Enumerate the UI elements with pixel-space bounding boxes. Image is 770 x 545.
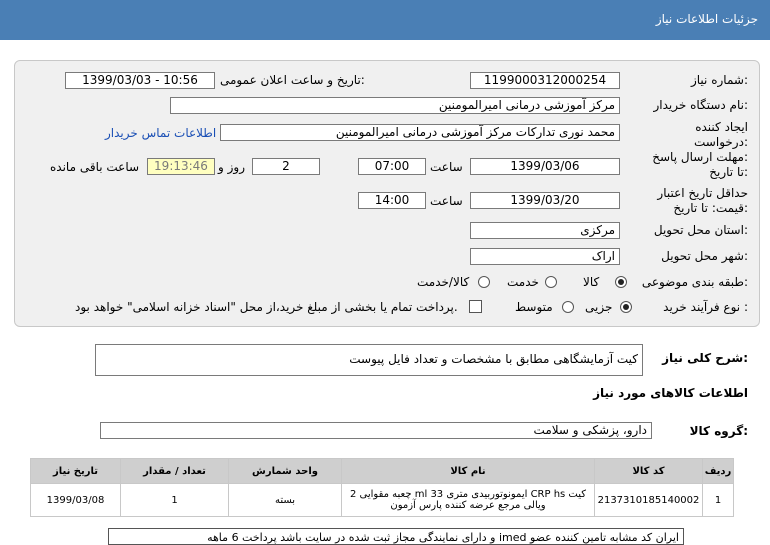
need-number-field: 1199000312000254 bbox=[470, 72, 620, 89]
buyer-contact-link[interactable]: اطلاعات تماس خریدار bbox=[105, 126, 217, 140]
deadline-label-line2: تا تاریخ: bbox=[709, 165, 748, 179]
deadline-time-label: ساعت bbox=[430, 160, 463, 174]
goods-group-field: دارو، پزشکی و سلامت bbox=[100, 422, 652, 439]
days-remaining-field: 2 bbox=[252, 158, 320, 175]
category-option-goods: کالا bbox=[583, 275, 600, 289]
creator-label-line1: ایجاد کننده bbox=[695, 120, 748, 134]
city-field: اراک bbox=[470, 248, 620, 265]
day-and-label: روز و bbox=[218, 160, 245, 174]
cell-qty: 1 bbox=[121, 484, 229, 517]
province-field: مرکزی bbox=[470, 222, 620, 239]
col-name: نام کالا bbox=[342, 459, 595, 484]
deadline-date-field: 1399/03/06 bbox=[470, 158, 620, 175]
city-label: شهر محل تحویل: bbox=[661, 249, 748, 263]
cell-date: 1399/03/08 bbox=[31, 484, 121, 517]
col-row: ردیف bbox=[703, 459, 734, 484]
goods-group-label: گروه کالا: bbox=[689, 424, 748, 438]
cell-unit: بسته bbox=[229, 484, 342, 517]
category-radio-goods[interactable] bbox=[615, 276, 627, 288]
validity-date-field: 1399/03/20 bbox=[470, 192, 620, 209]
cell-name bbox=[342, 484, 595, 517]
page-title: جزئیات اطلاعات نیاز bbox=[655, 12, 758, 26]
col-code: کد کالا bbox=[595, 459, 703, 484]
deadline-time-field: 07:00 bbox=[358, 158, 426, 175]
validity-time-label: ساعت bbox=[430, 194, 463, 208]
treasury-payment-note: پرداخت تمام یا بخشی از مبلغ خرید،از محل "اسناد خزانه اسلامی" خواهد بود. bbox=[75, 300, 458, 314]
process-radio-minor[interactable] bbox=[620, 301, 632, 313]
table-row bbox=[31, 484, 734, 517]
category-label: طبقه بندی موضوعی: bbox=[641, 275, 748, 289]
time-remaining-field: 19:13:46 bbox=[147, 158, 215, 175]
process-radio-medium[interactable] bbox=[562, 301, 574, 313]
process-option-minor: جزیی bbox=[585, 300, 613, 314]
goods-table bbox=[30, 458, 734, 517]
category-option-goods-service: کالا/خدمت bbox=[417, 275, 470, 289]
province-label: استان محل تحویل: bbox=[653, 223, 748, 237]
col-date: تاریخ نیاز bbox=[31, 459, 121, 484]
validity-label-line1: حداقل تاریخ اعتبار bbox=[657, 186, 748, 200]
deadline-label-line1: مهلت ارسال پاسخ: bbox=[652, 150, 748, 164]
process-type-label: نوع فرآیند خرید : bbox=[663, 300, 748, 314]
cell-name-line1: کیت CRP hs ایمونوتوربیدی متری ml 33 چعبه مقوایی 2 bbox=[349, 489, 587, 500]
category-radio-goods-service[interactable] bbox=[478, 276, 490, 288]
validity-label-line2: قیمت: تا تاریخ: bbox=[673, 201, 748, 215]
buyer-note-box: ایران کد مشابه تامین کننده عضو imed و دارای نمایندگی مجاز ثبت شده در سایت باشد پرداخت 6 ماهه bbox=[108, 528, 684, 545]
goods-table-header bbox=[31, 459, 734, 484]
validity-time-field: 14:00 bbox=[358, 192, 426, 209]
category-option-service: خدمت bbox=[507, 275, 539, 289]
creator-field: محمد نوری تدارکات مرکز آموزشی درمانی امیرالمومنین bbox=[220, 124, 620, 141]
page-header bbox=[0, 0, 770, 40]
summary-field: کیت آزمایشگاهی مطابق با مشخصات و تعداد فایل پیوست bbox=[95, 344, 643, 376]
announce-datetime-field: 1399/03/03 - 10:56 bbox=[65, 72, 215, 89]
col-qty: تعداد / مقدار bbox=[121, 459, 229, 484]
goods-section-title: اطلاعات کالاهای مورد نیاز bbox=[593, 386, 748, 400]
col-unit: واحد شمارش bbox=[229, 459, 342, 484]
category-radio-service[interactable] bbox=[545, 276, 557, 288]
announce-datetime-label: تاریخ و ساعت اعلان عمومی: bbox=[220, 73, 365, 87]
cell-row: 1 bbox=[703, 484, 734, 517]
time-remaining-label: ساعت باقی مانده bbox=[50, 160, 140, 174]
cell-name-line2: ویالی مرجع عرضه کننده پارس آزمون bbox=[390, 500, 546, 511]
process-option-medium: متوسط bbox=[515, 300, 553, 314]
creator-label-line2: درخواست: bbox=[694, 135, 748, 149]
buyer-field: مرکز آموزشی درمانی امیرالمومنین bbox=[170, 97, 620, 114]
treasury-payment-checkbox[interactable] bbox=[469, 300, 482, 313]
cell-code: 2137310185140002 bbox=[595, 484, 703, 517]
buyer-label: نام دستگاه خریدار: bbox=[653, 98, 748, 112]
need-number-label: شماره نیاز: bbox=[690, 73, 748, 87]
summary-label: شرح کلی نیاز: bbox=[662, 351, 748, 365]
